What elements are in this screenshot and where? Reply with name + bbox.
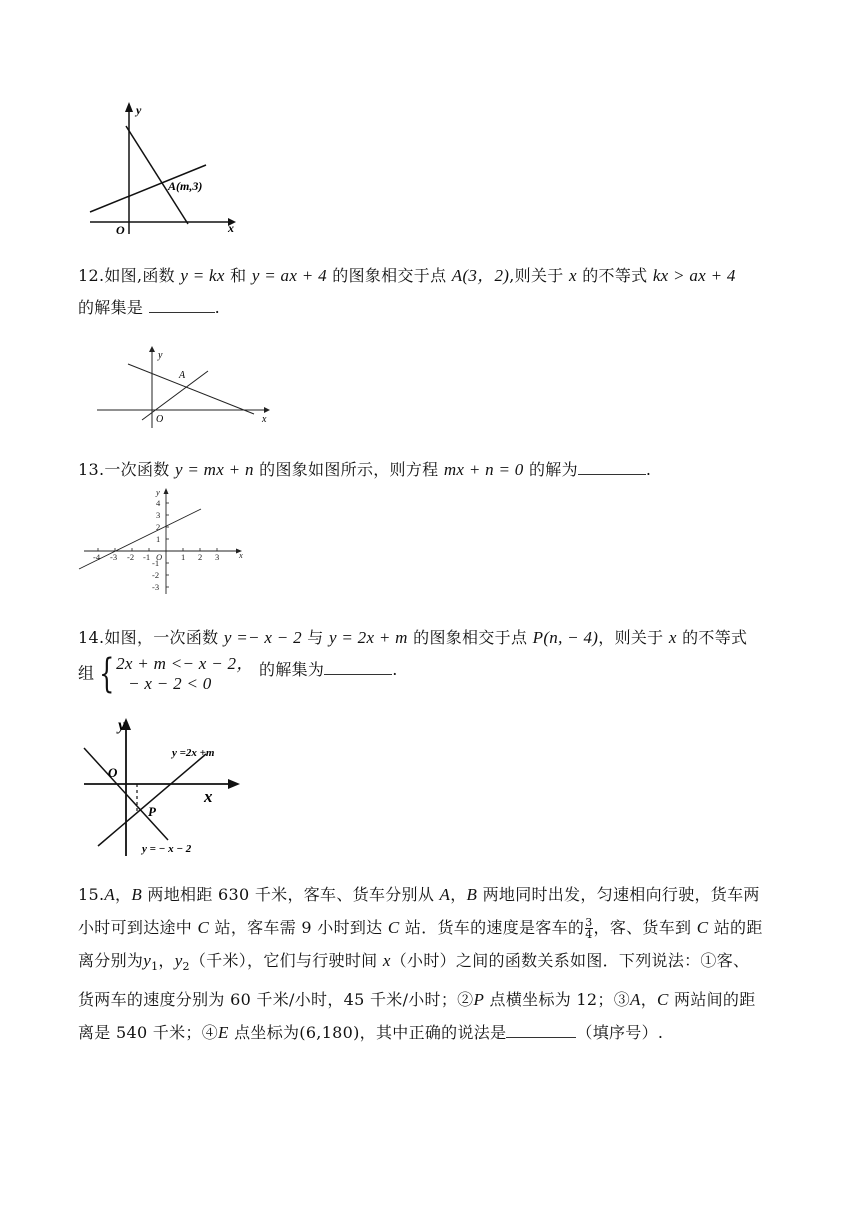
figure-q14-graph (78, 710, 258, 860)
question-number: 15. (78, 885, 105, 904)
question-14: 14.如图，一次函数 y =− x − 2 与 y = 2x + m 的图象相交于点 P(n, − 4)，则关于 x 的不等式 组 { 2x + m <− x − 2， − x − 2 < 0 的解集为 . (78, 628, 748, 697)
question-15: 15.A，B 两地相距 630 千米，客车、货车分别从 A，B 两地同时出发，匀速相向行驶，货车两 小时可到达途中 C 站，客车需 9 小时到达 C 站．货车的速度是客车的 $\frac{3}{4}$ ，客、货车到 C 站的距 离分别为$y_1$，$y_2$（千米），它们与行驶时间 x（小时）之间的函数关系如图．下列说法：①客、 货两车的速度分别为 60 千米/小时，45 千米/小时；②P 点横坐标为 12；③A，C 两站间的距 离是 540 千米；④E 点坐标为(6,180)，其中正确的说法是 （填序号）. (78, 885, 763, 1043)
answer-blank[interactable] (149, 294, 215, 313)
line-steep (126, 126, 188, 224)
y-tick-label: 3 (156, 510, 161, 520)
origin-label: O (116, 223, 125, 237)
figure-q13-graph (76, 486, 252, 598)
y-tick-label: -1 (152, 558, 160, 568)
point-p-label: P (148, 804, 156, 819)
y-tick-label: -3 (152, 582, 160, 592)
x-axis-label: x (204, 787, 213, 806)
x-tick-label: 1 (181, 552, 186, 562)
line-ax-plus-4 (128, 364, 254, 414)
question-13: 13.一次函数 y = mx + n 的图象如图所示，则方程 mx + n = 0 的解为 . (78, 454, 783, 486)
x-axis-label: x (228, 221, 234, 235)
origin-label: O (156, 552, 163, 562)
origin-label: O (108, 765, 118, 780)
y-axis-label: y (156, 487, 160, 497)
y-tick-label: 2 (156, 522, 161, 532)
fraction-three-quarters: $\frac{3}{4}$ (585, 916, 593, 941)
figure-q12-graph (94, 342, 274, 434)
y-axis-arrow (149, 346, 155, 352)
x-tick-label: -4 (93, 552, 101, 562)
y-axis-label: y (118, 717, 126, 734)
question-number: 12. (78, 266, 105, 285)
point-a-label: A(m,3) (168, 179, 203, 193)
x-axis-label: x (239, 550, 243, 560)
line2-label: y = − x − 2 (142, 843, 192, 855)
point-a-label: A (179, 370, 186, 381)
x-axis-label: x (262, 414, 267, 425)
figure-q11-graph (82, 96, 242, 241)
y-axis-arrow (125, 102, 133, 112)
x-tick-label: -1 (143, 552, 151, 562)
line1-label: y =2x +m (172, 747, 215, 759)
answer-blank[interactable] (578, 456, 646, 475)
origin-label: O (156, 414, 164, 425)
y-axis-arrow (164, 488, 169, 494)
x-tick-label: 2 (198, 552, 203, 562)
y-axis-label: y (158, 350, 163, 361)
question-number: 13. (78, 460, 105, 479)
question-12: 12.如图,函数 y = kx 和 y = ax + 4 的图象相交于点 A(3，2),则关于 x 的不等式 kx > ax + 4 的解集是 . (78, 266, 736, 317)
y-tick-label: 4 (156, 498, 161, 508)
inequality-system: { 2x + m <− x − 2， − x − 2 < 0 (99, 651, 254, 697)
x-tick-label: -2 (127, 552, 135, 562)
y-axis-label: y (136, 103, 142, 117)
question-number: 14. (78, 628, 105, 647)
answer-blank[interactable] (324, 656, 392, 675)
x-tick-label: -3 (110, 552, 118, 562)
x-tick-label: 3 (215, 552, 220, 562)
y-tick-label: 1 (156, 534, 161, 544)
answer-blank[interactable] (506, 1019, 576, 1038)
x-axis-arrow (264, 407, 270, 413)
x-axis-arrow (228, 779, 240, 789)
y-tick-label: -2 (152, 570, 160, 580)
